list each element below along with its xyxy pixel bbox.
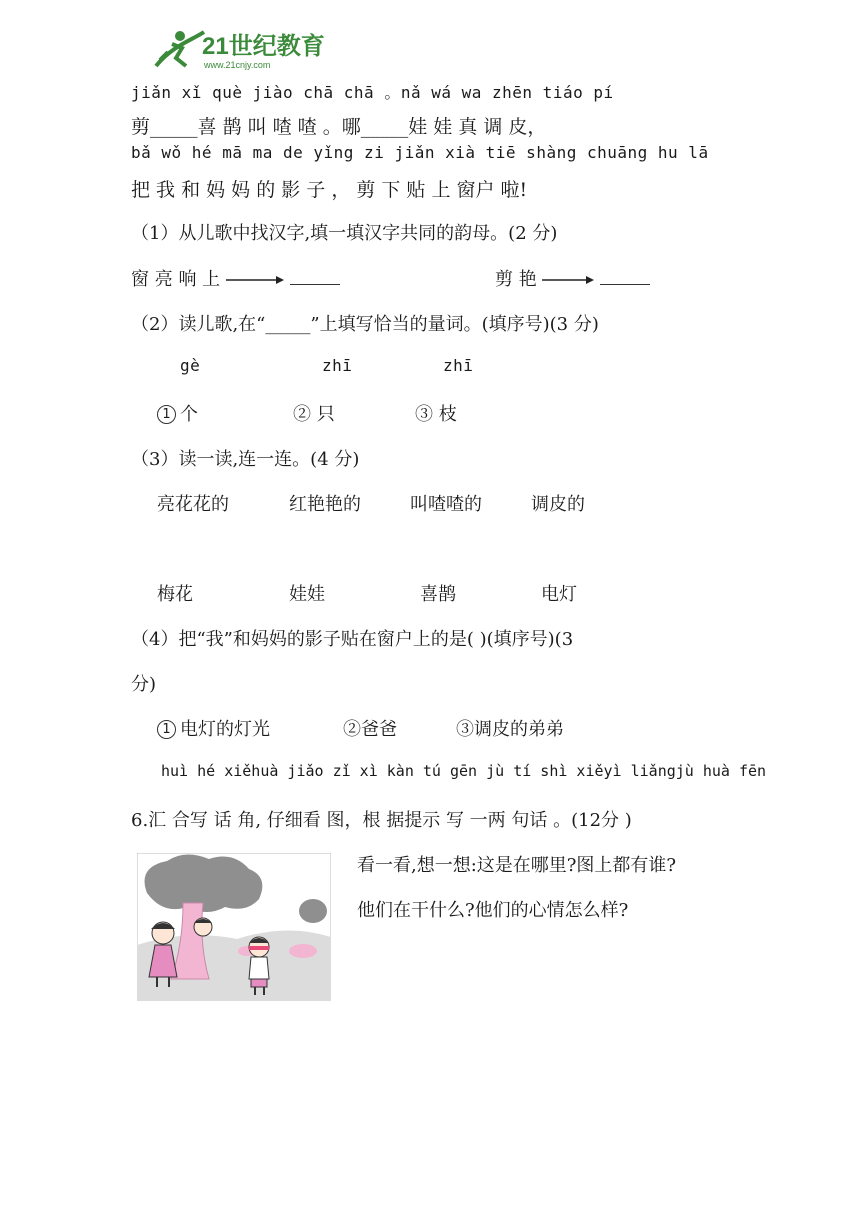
q1-title: （1）从儿歌中找汉字,填一填汉字共同的韵母。(2 分) [131,223,558,244]
q3-bottom-item-1[interactable]: 梅花 [157,584,193,605]
q3-bottom-item-2[interactable]: 娃娃 [289,584,325,605]
q6-prompt-2: 他们在干什么?他们的心情怎么样? [357,900,629,921]
q2-pinyin-1: gè [180,356,201,375]
q6-pinyin: huì hé xiěhuà jiǎo zǐ xì kàn tú gēn jù tí shì xiěyì liǎngjù huà fēn [161,762,767,780]
q2-option-1-label: 个 [180,404,198,425]
arrow-right-icon [226,274,284,286]
hide-and-seek-illustration [137,853,331,1001]
q4-option-2[interactable]: ②爸爸 [343,719,397,740]
q2-option-1[interactable] [157,400,198,426]
q4-title-line-1: （4）把“我”和妈妈的影子贴在窗户上的是( )(填序号)(3 [131,629,574,650]
logo-text: 21世纪教育 [202,33,325,60]
q4-option-1[interactable] [157,715,270,741]
q1-left-group [131,265,340,291]
q2-option-1-number: 1 [157,405,176,424]
logo [152,26,342,74]
q3-top-item-3[interactable]: 叫喳喳的 [410,494,482,515]
q3-top-item-4[interactable]: 调皮的 [531,494,585,515]
poem-pinyin-1: jiǎn xǐ què jiào chā chā 。nǎ wá wa zhēn tiáo pí [131,83,614,102]
q3-top-item-1[interactable]: 亮花花的 [157,494,229,515]
q6-title: 6.汇 合写 话 角, 仔细看 图，根 据提示 写 一两 句话 。(12分 ) [131,810,632,831]
q2-option-3[interactable]: ③ 枝 [415,404,457,425]
q1-left-answer-blank[interactable] [290,268,340,285]
q2-title: （2）读儿歌,在“_____”上填写恰当的量词。(填序号)(3 分) [131,314,599,335]
q3-title: （3）读一读,连一连。(4 分) [131,449,360,470]
q6-prompt-1: 看一看,想一想:这是在哪里?图上都有谁? [357,855,677,876]
q1-left-chars: 窗 亮 响 上 [131,269,221,290]
logo-subtext: www.21cnjy.com [204,60,271,70]
logo-runner-icon [152,26,342,74]
poem-line-2: 把 我 和 妈 妈 的 影 子 ， 剪 下 贴 上 窗户 啦! [131,179,528,201]
q4-option-1-label: 电灯的灯光 [180,719,270,740]
q2-option-2[interactable]: ② 只 [293,404,335,425]
q1-right-chars: 剪 艳 [495,269,537,290]
q2-pinyin-3: zhī [443,356,474,375]
arrow-right-icon [542,274,594,286]
q4-option-3[interactable]: ③调皮的弟弟 [456,719,564,740]
q4-option-1-number: 1 [157,720,176,739]
poem-line-1: 剪_____喜 鹊 叫 喳 喳 。哪_____娃 娃 真 调 皮， [131,116,547,138]
q3-bottom-item-4[interactable]: 电灯 [541,584,577,605]
q2-pinyin-2: zhī [322,356,353,375]
q1-right-group [495,265,650,291]
q3-bottom-item-3[interactable]: 喜鹊 [420,584,456,605]
q1-right-answer-blank[interactable] [600,268,650,285]
q4-title-line-2: 分) [131,674,157,695]
q3-top-item-2[interactable]: 红艳艳的 [289,494,361,515]
poem-pinyin-2: bǎ wǒ hé mā ma de yǐng zi jiǎn xià tiē shàng chuāng hu lā [131,143,709,162]
